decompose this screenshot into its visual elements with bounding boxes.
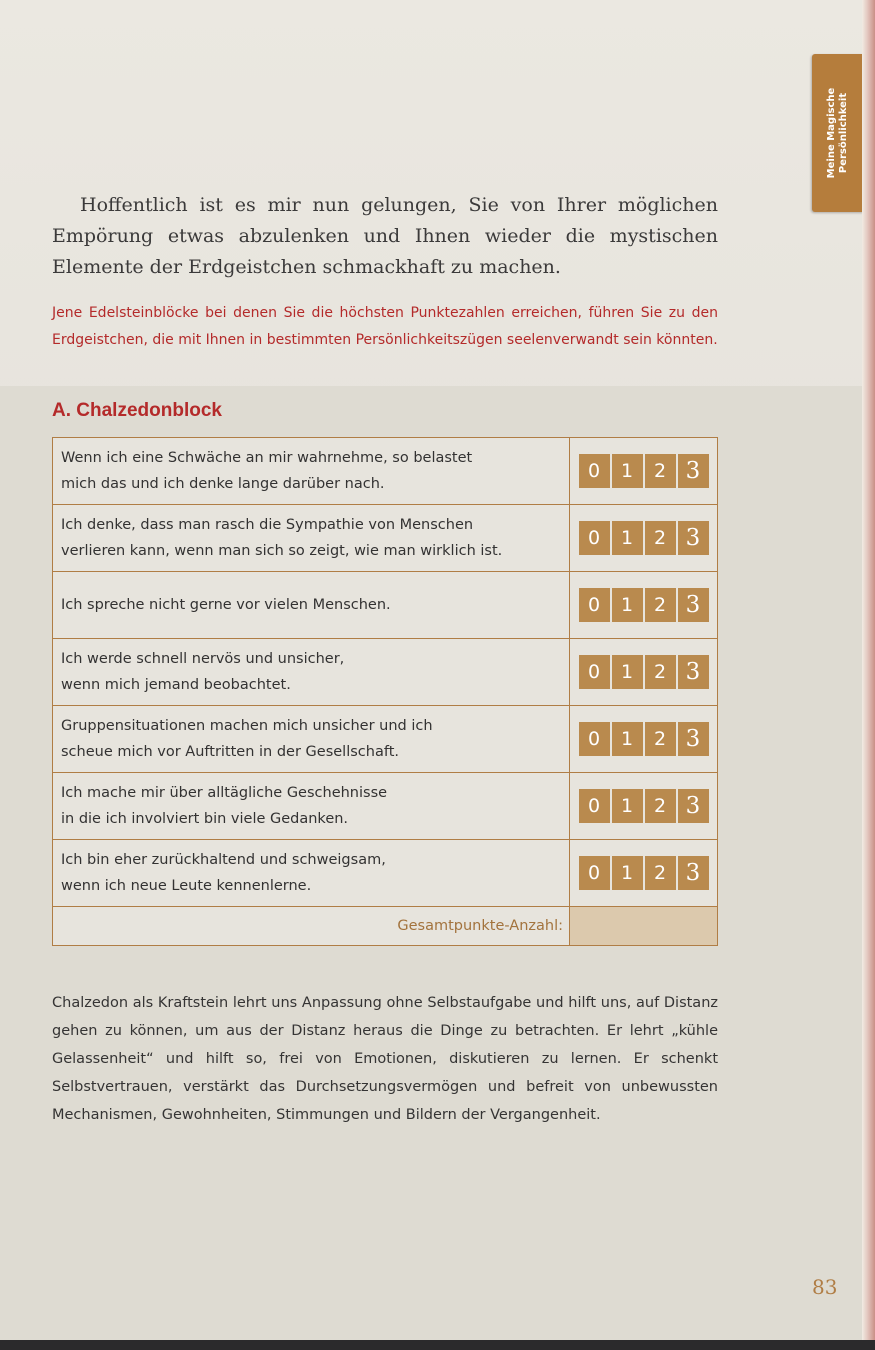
statement-line2: mich das und ich denke lange darüber nach. [61,476,385,492]
score-option-0[interactable]: 0 [579,454,610,488]
statement-line1: Ich mache mir über alltägliche Geschehnisse [61,785,388,801]
score-scale [579,588,709,622]
score-cell [570,438,718,505]
quiz-row [53,572,718,639]
score-option-0[interactable]: 0 [579,856,610,890]
quiz-row [53,639,718,706]
intro-paragraph: Hoffentlich ist es mir nun gelungen, Sie von Ihrer möglichen Empörung etwas abzulenken und Ihnen wieder die mystischen Elemente der Erdgeistchen schmackhaft zu machen. [52,194,718,278]
statement-cell [53,572,570,639]
score-cell [570,505,718,572]
statement-line2: wenn mich jemand beobachtet. [61,677,291,693]
score-scale [579,521,709,555]
statement-line2: wenn ich neue Leute kennenlerne. [61,878,312,894]
score-scale [579,655,709,689]
statement-line1: Ich spreche nicht gerne vor vielen Menschen. [61,597,391,613]
statement-line2: in die ich involviert bin viele Gedanken. [61,811,349,827]
score-option-2[interactable]: 2 [645,588,676,622]
score-scale [579,856,709,890]
quiz-row [53,438,718,505]
statement-line1: Ich bin eher zurückhaltend und schweigsam, [61,852,386,868]
score-option-1[interactable]: 1 [612,521,643,555]
score-option-1[interactable]: 1 [612,454,643,488]
page-number: 83 [812,1275,838,1299]
statement-cell [53,706,570,773]
chapter-tab-line1: Meine Magische [826,87,837,179]
quiz-row [53,505,718,572]
score-cell [570,840,718,907]
score-cell [570,773,718,840]
statement-cell [53,438,570,505]
statement-cell [53,505,570,572]
statement-line1: Ich werde schnell nervös und unsicher, [61,651,345,667]
score-option-3[interactable]: 3 [678,655,709,689]
score-option-3[interactable]: 3 [678,722,709,756]
score-option-3[interactable]: 3 [678,454,709,488]
instruction-paragraph: Jene Edelsteinblöcke bei denen Sie die höchsten Punktezahlen erreichen, führen Sie zu den Erdgeistchen, die mit Ihnen in bestimmten Persönlichkeitszügen seelenverwandt sein könnten. [52,305,718,348]
score-option-3[interactable]: 3 [678,856,709,890]
page-edge [862,0,875,1340]
quiz-table [52,437,718,946]
total-row [53,907,718,946]
quiz-row [53,706,718,773]
statement-cell [53,840,570,907]
statement-line1: Wenn ich eine Schwäche an mir wahrnehme, so belastet [61,450,473,466]
chapter-tab [812,54,864,212]
score-option-1[interactable]: 1 [612,856,643,890]
score-scale [579,454,709,488]
statement-line2: verlieren kann, wenn man sich so zeigt, wie man wirklich ist. [61,543,503,559]
description-paragraph: Chalzedon als Kraftstein lehrt uns Anpassung ohne Selbstaufgabe und hilft uns, auf Distanz gehen zu können, um aus der Distanz heraus die Dinge zu betrachten. Er lehrt „kühle Gelassenheit“ und hilft so, frei von Emotionen, diskutieren zu lernen. Er schenkt Selbstvertrauen, verstärkt das Durchsetzungsvermögen und befreit von unbewussten Mechanismen, Gewohnheiten, Stimmungen und Bildern der Vergangenheit. [52,995,718,1123]
score-option-2[interactable]: 2 [645,722,676,756]
statement-cell [53,773,570,840]
quiz-row [53,773,718,840]
score-option-2[interactable]: 2 [645,655,676,689]
chapter-tab-label [826,88,850,179]
score-cell [570,706,718,773]
score-option-2[interactable]: 2 [645,454,676,488]
score-option-0[interactable]: 0 [579,655,610,689]
score-cell [570,639,718,706]
score-option-0[interactable]: 0 [579,722,610,756]
score-cell [570,572,718,639]
score-option-3[interactable]: 3 [678,789,709,823]
score-option-1[interactable]: 1 [612,655,643,689]
score-option-1[interactable]: 1 [612,722,643,756]
score-option-2[interactable]: 2 [645,521,676,555]
statement-line2: scheue mich vor Auftritten in der Gesellschaft. [61,744,399,760]
statement-line1: Ich denke, dass man rasch die Sympathie von Menschen [61,517,474,533]
total-label: Gesamtpunkte-Anzahl: [53,907,570,946]
chapter-tab-line2: Persönlichkeit [838,92,849,174]
score-option-3[interactable]: 3 [678,588,709,622]
score-option-1[interactable]: 1 [612,588,643,622]
statement-line1: Gruppensituationen machen mich unsicher und ich [61,718,433,734]
block-title: A. Chalzedonblock [52,400,222,421]
score-scale [579,722,709,756]
total-value-field[interactable] [570,907,718,946]
score-option-1[interactable]: 1 [612,789,643,823]
score-option-0[interactable]: 0 [579,789,610,823]
score-option-2[interactable]: 2 [645,856,676,890]
score-option-3[interactable]: 3 [678,521,709,555]
score-option-0[interactable]: 0 [579,521,610,555]
score-scale [579,789,709,823]
score-option-2[interactable]: 2 [645,789,676,823]
statement-cell [53,639,570,706]
score-option-0[interactable]: 0 [579,588,610,622]
quiz-row [53,840,718,907]
